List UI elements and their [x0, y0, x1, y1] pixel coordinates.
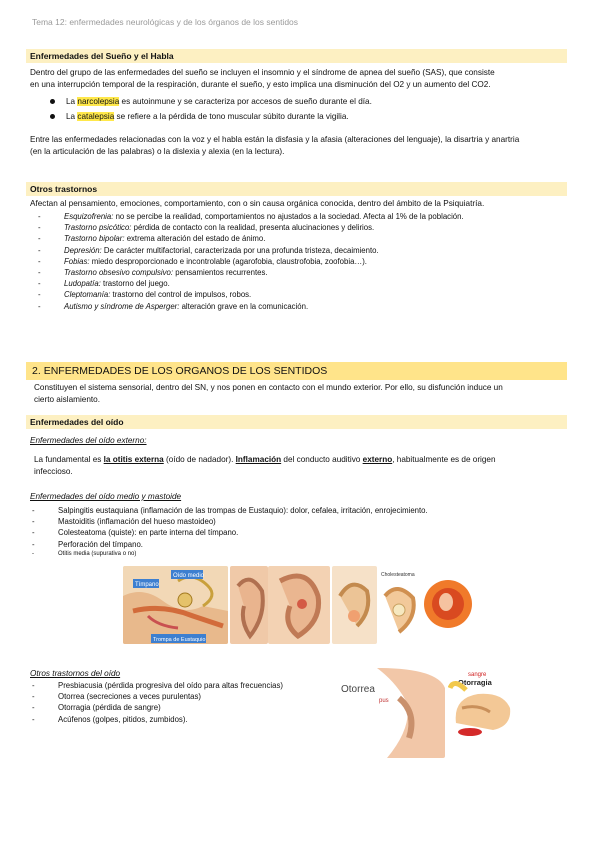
- section-title-sueno: Enfermedades del Sueño y el Habla: [26, 49, 567, 63]
- list-item: - Fobias: miedo desproporcionado e incontrolable (agarofobia, claustrofobia, zoofobia…).: [36, 256, 464, 267]
- sueno-bullet-list: [50, 94, 372, 124]
- ear-image-2: [230, 566, 268, 644]
- bullet-catalepsia: La catalepsia se refiere a la pérdida de tono muscular súbito durante la vigilia.: [50, 109, 372, 124]
- subtitle-oido-externo: Enfermedades del oído externo:: [30, 436, 147, 445]
- list-item: - Colesteatoma (quiste): en parte interna del tímpano.: [30, 527, 428, 538]
- label-timpano: Tímpano: [135, 582, 159, 588]
- list-item: - Autismo y síndrome de Asperger: alteración grave en la comunicación.: [36, 301, 464, 312]
- otros-list: [36, 211, 464, 312]
- label-otorragia: Otorragia: [458, 678, 492, 687]
- otorragia-image: [448, 668, 518, 738]
- list-item: - Presbiacusia (pérdida progresiva del oído para altas frecuencias): [30, 680, 283, 691]
- otorrea-image: [337, 668, 445, 758]
- otros-intro: Afectan al pensamiento, emociones, comportamiento, con o sin causa orgánica conocida, dentro del ámbito de la Psiquiatría.: [30, 199, 485, 208]
- list-item: - Otorrea (secreciones a veces purulentas): [30, 691, 283, 702]
- sueno-intro: Dentro del grupo de las enfermedades del sueño se incluyen el insomnio y el síndrome de apnea del sueño (SAS), que consiste en una interrupción temporal de la respiración, durante el sueño, y esto implica una disminución del O2 y un aumento del CO2.: [30, 68, 495, 89]
- chapter-title: 2. ENFERMEDADES DE LOS ORGANOS DE LOS SENTIDOS: [26, 362, 567, 380]
- list-item: - Salpingitis eustaquiana (inflamación de las trompas de Eustaquio): dolor, cefalea, irritación, enrojecimiento.: [30, 505, 428, 516]
- list-item: - Trastorno obsesivo compulsivo: pensamientos recurrentes.: [36, 267, 464, 278]
- label-oido-medio: Oído medio: [173, 573, 205, 579]
- subtitle-oido-medio: Enfermedades del oído medio y mastoide: [30, 492, 182, 501]
- ear-image-3: [268, 566, 330, 644]
- subtitle-otros-oido: Otros trastornos del oído: [30, 669, 121, 678]
- section-title-otros: Otros trastornos: [26, 182, 567, 196]
- label-otorrea: Otorrea: [341, 684, 375, 695]
- list-item: - Perforación del tímpano.: [30, 539, 428, 550]
- bullet-narcolepsia: La narcolepsia es autoinmune y se caracteriza por accesos de sueño durante el día.: [50, 94, 372, 109]
- habla-paragraph: Entre las enfermedades relacionadas con la voz y el habla están la disfasia y la afasia (alteraciones del lenguaje), la disartria y anartria (en la articulación de las palabras) o la dislexia y alexia (en la lectura).: [30, 135, 520, 156]
- list-item: - Esquizofrenia: no se percibe la realidad, comportamientos no ajustados a la sociedad. Afecta al 1% de la población.: [36, 211, 464, 222]
- list-item: - Cleptomanía: trastorno del control de impulsos, robos.: [36, 289, 464, 300]
- otros-oido-list: [30, 680, 283, 725]
- list-item: - Trastorno bipolar: extrema alteración del estado de ánimo.: [36, 233, 464, 244]
- oido-externo-paragraph: La fundamental es la otitis externa (oído de nadador). Inflamación del conducto auditivo externo, habitualmente es de origen infeccioso.: [34, 455, 496, 476]
- list-item: - Otorragia (pérdida de sangre): [30, 702, 283, 713]
- list-item: - Mastoiditis (inflamación del hueso mastoideo): [30, 516, 428, 527]
- label-sangre: sangre: [468, 672, 487, 678]
- chapter-intro: Constituyen el sistema sensorial, dentro del SN, y nos ponen en contacto con el mundo exterior. Por ello, su disfunción induce un cierto aislamiento.: [34, 383, 503, 404]
- label-trompa: Trompa de Eustaquio: [153, 637, 206, 643]
- page-header: Tema 12: enfermedades neurológicas y de los órganos de los sentidos: [32, 17, 299, 27]
- list-item-small: - Otitis media (supurativa o no): [30, 550, 428, 559]
- ear-image-5: [379, 566, 419, 644]
- label-pus: pus: [379, 698, 389, 704]
- section-title-oido: Enfermedades del oído: [26, 415, 567, 429]
- list-item: - Ludopatía: trastorno del juego.: [36, 278, 464, 289]
- ear-image-4: [332, 566, 377, 644]
- oido-medio-list: [30, 505, 428, 559]
- label-colesteatoma: Cholesteatoma: [381, 572, 415, 578]
- ear-anatomy-image: [123, 566, 228, 644]
- list-item: - Depresión: De carácter multifactorial, caracterizada por una profunda tristeza, decaimiento.: [36, 245, 464, 256]
- ear-image-6: [420, 566, 477, 644]
- list-item: - Acúfenos (golpes, pitidos, zumbidos).: [30, 714, 283, 725]
- list-item: - Trastorno psicótico: pérdida de contacto con la realidad, presenta alucinaciones y delirios.: [36, 222, 464, 233]
